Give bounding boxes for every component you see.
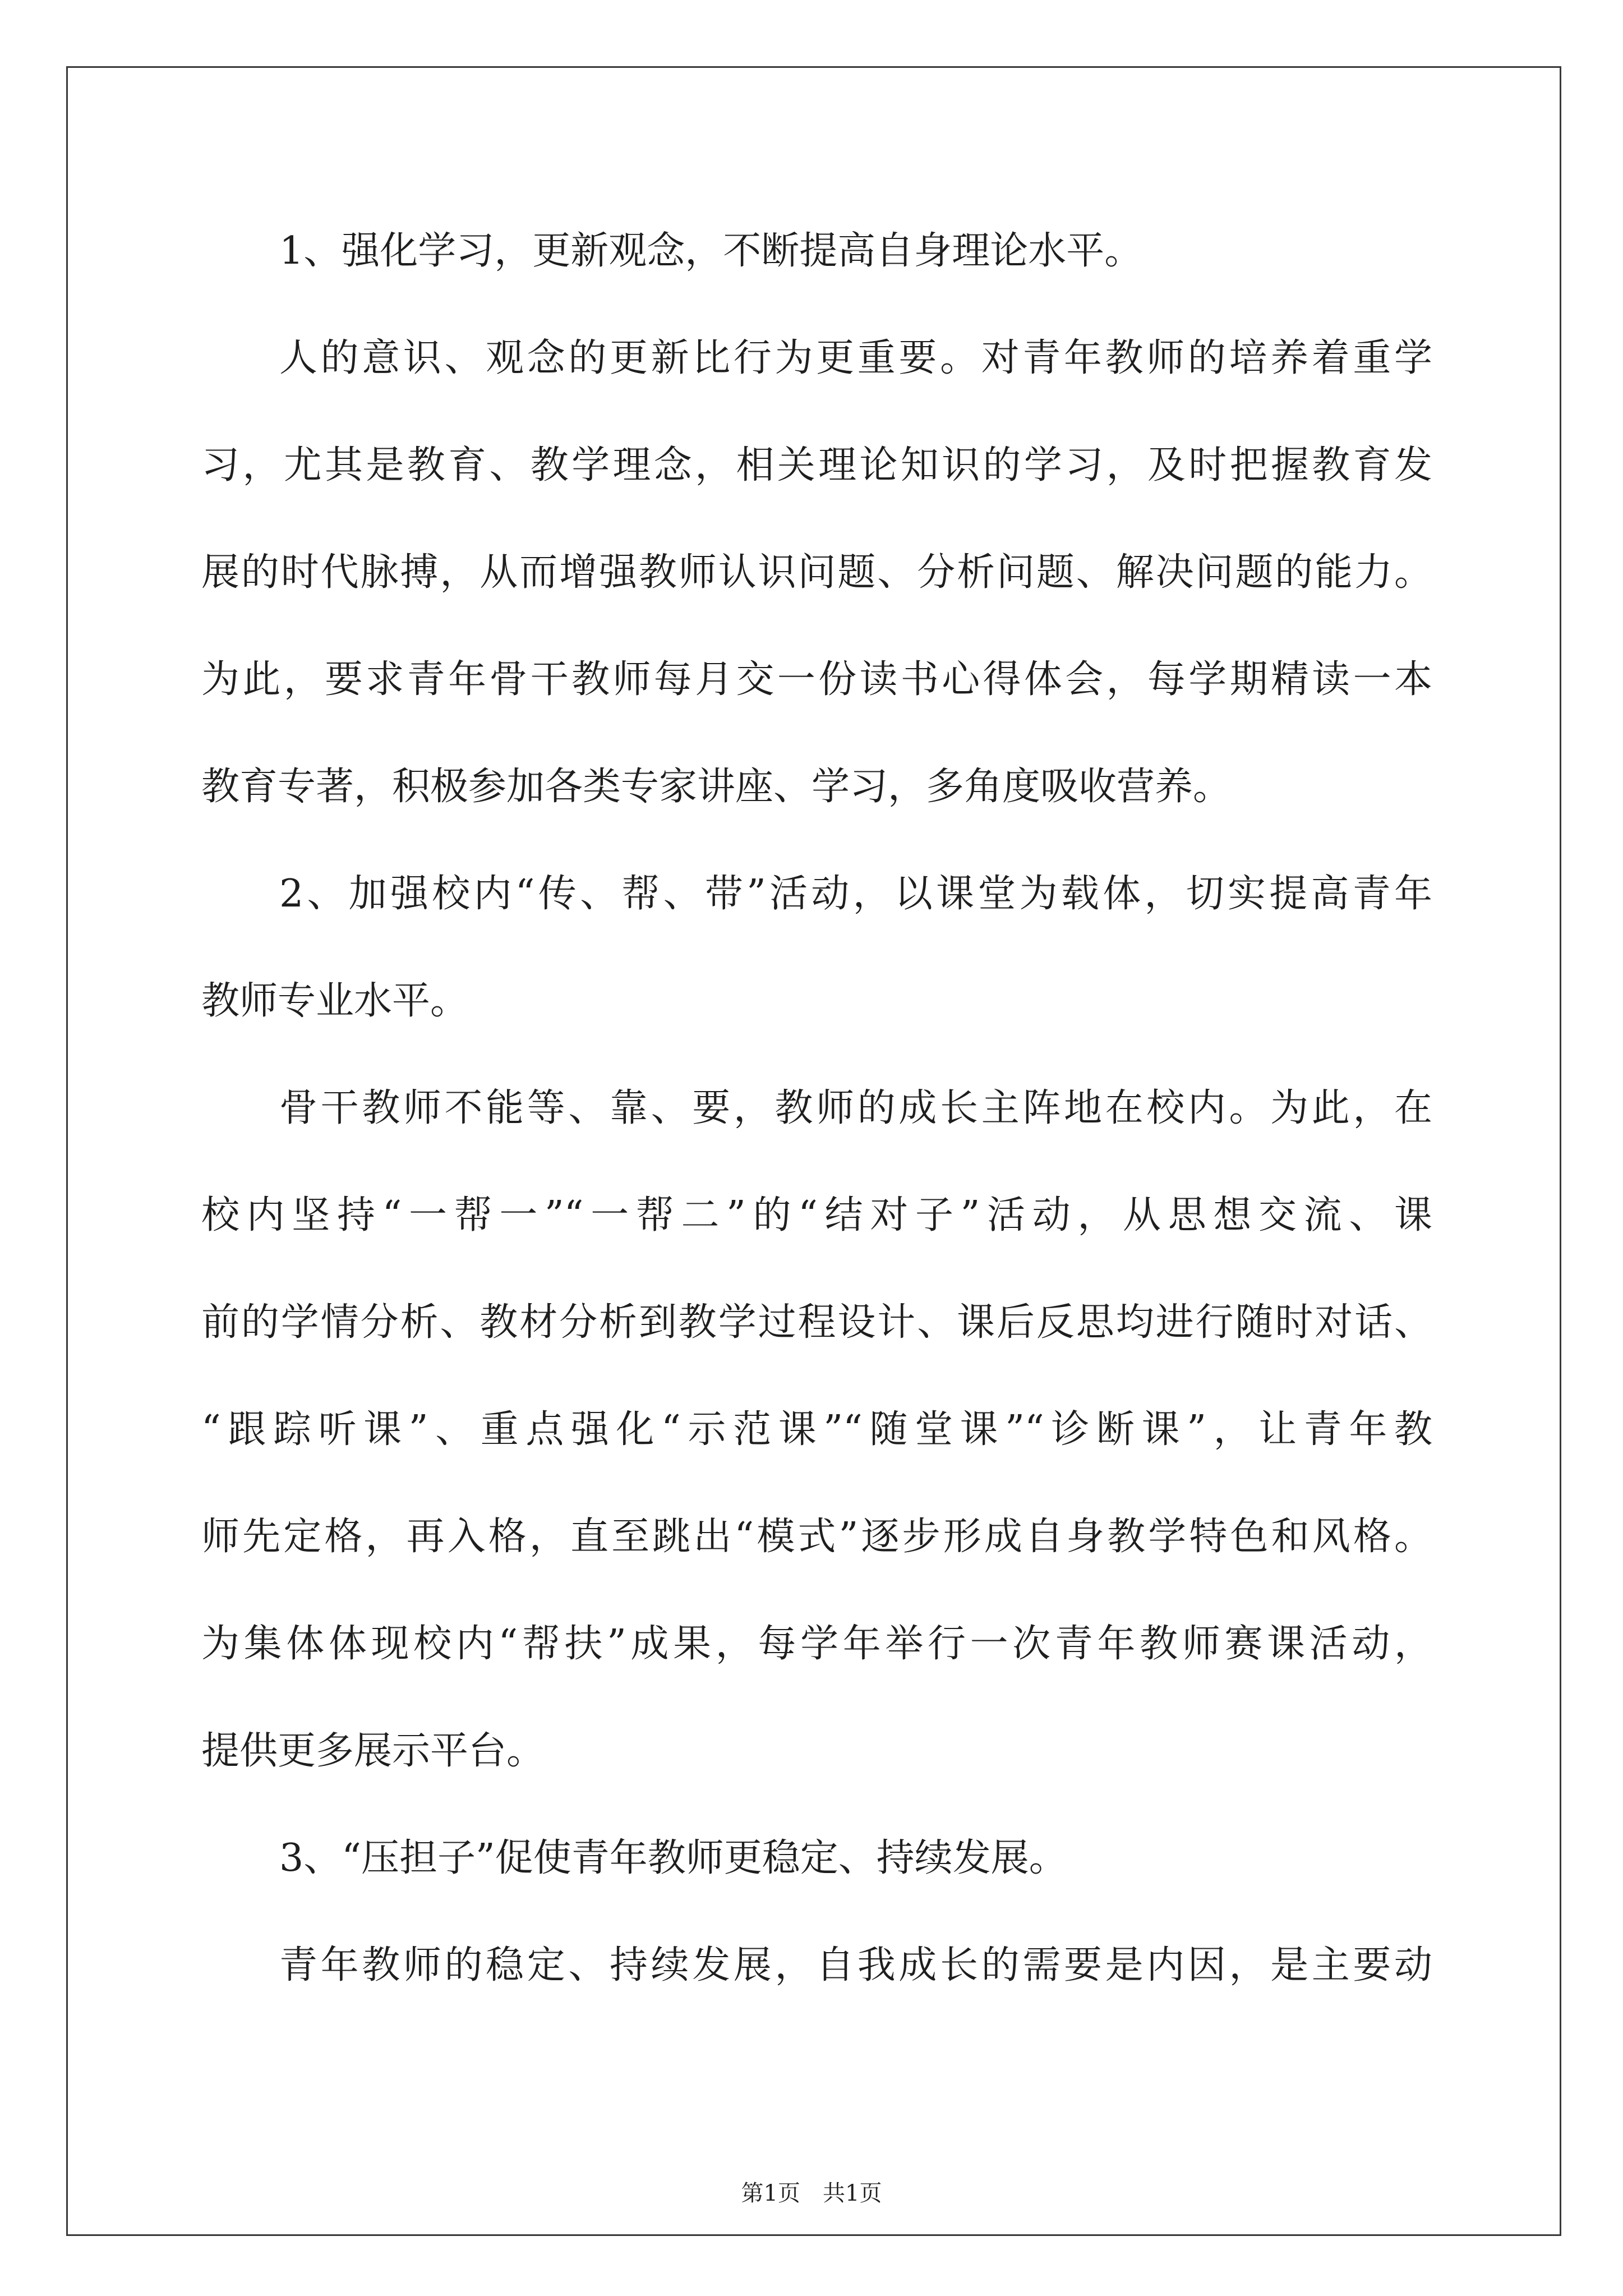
paragraph-line: 为此，要求青年骨干教师每月交一份读书心得体会，每学期精读一本	[201, 657, 1432, 702]
paragraph-line: 为集体体现校内“帮扶”成果，每学年举行一次青年教师赛课活动，	[201, 1622, 1432, 1666]
paragraph-5	[201, 1805, 1432, 1912]
paragraph-line: 习，尤其是教育、教学理念，相关理论知识的学习，及时把握教育发	[201, 443, 1432, 487]
page-number-footer: 第1页 共1页	[741, 2180, 882, 2206]
paragraph-6	[201, 1912, 1432, 2019]
paragraph-line: 骨干教师不能等、靠、要，教师的成长主阵地在校内。为此，在	[279, 1086, 1432, 1130]
paragraph-line: 师先定格，再入格，直至跳出“模式”逐步形成自身教学特色和风格。	[201, 1515, 1432, 1559]
paragraph-line: “跟踪听课”、重点强化“示范课”“随堂课”“诊断课”，让青年教	[201, 1407, 1432, 1452]
paragraph-4	[201, 1055, 1432, 1805]
document-body	[201, 197, 1432, 2019]
paragraph-line: 3、“压担子”促使青年教师更稳定、持续发展。	[279, 1836, 1067, 1880]
paragraph-line: 提供更多展示平台。	[201, 1729, 545, 1773]
paragraph-line: 教师专业水平。	[201, 979, 469, 1023]
paragraph-1	[201, 197, 1432, 305]
paragraph-3	[201, 840, 1432, 1055]
paragraph-line: 展的时代脉搏，从而增强教师认识问题、分析问题、解决问题的能力。	[201, 550, 1432, 595]
paragraph-line: 1、强化学习，更新观念，不断提高自身理论水平。	[279, 229, 1143, 273]
paragraph-line: 人的意识、观念的更新比行为更重要。对青年教师的培养着重学	[279, 336, 1432, 380]
paragraph-line: 校内坚持“一帮一”“一帮二”的“结对子”活动，从思想交流、课	[201, 1193, 1432, 1237]
paragraph-2	[201, 305, 1432, 840]
paragraph-line: 2、加强校内“传、帮、带”活动，以课堂为载体，切实提高青年	[279, 872, 1432, 916]
paragraph-line: 前的学情分析、教材分析到教学过程设计、课后反思均进行随时对话、	[201, 1300, 1432, 1345]
paragraph-line: 教育专著，积极参加各类专家讲座、学习，多角度吸收营养。	[201, 765, 1232, 809]
paragraph-line: 青年教师的稳定、持续发展，自我成长的需要是内因，是主要动	[279, 1943, 1432, 1987]
